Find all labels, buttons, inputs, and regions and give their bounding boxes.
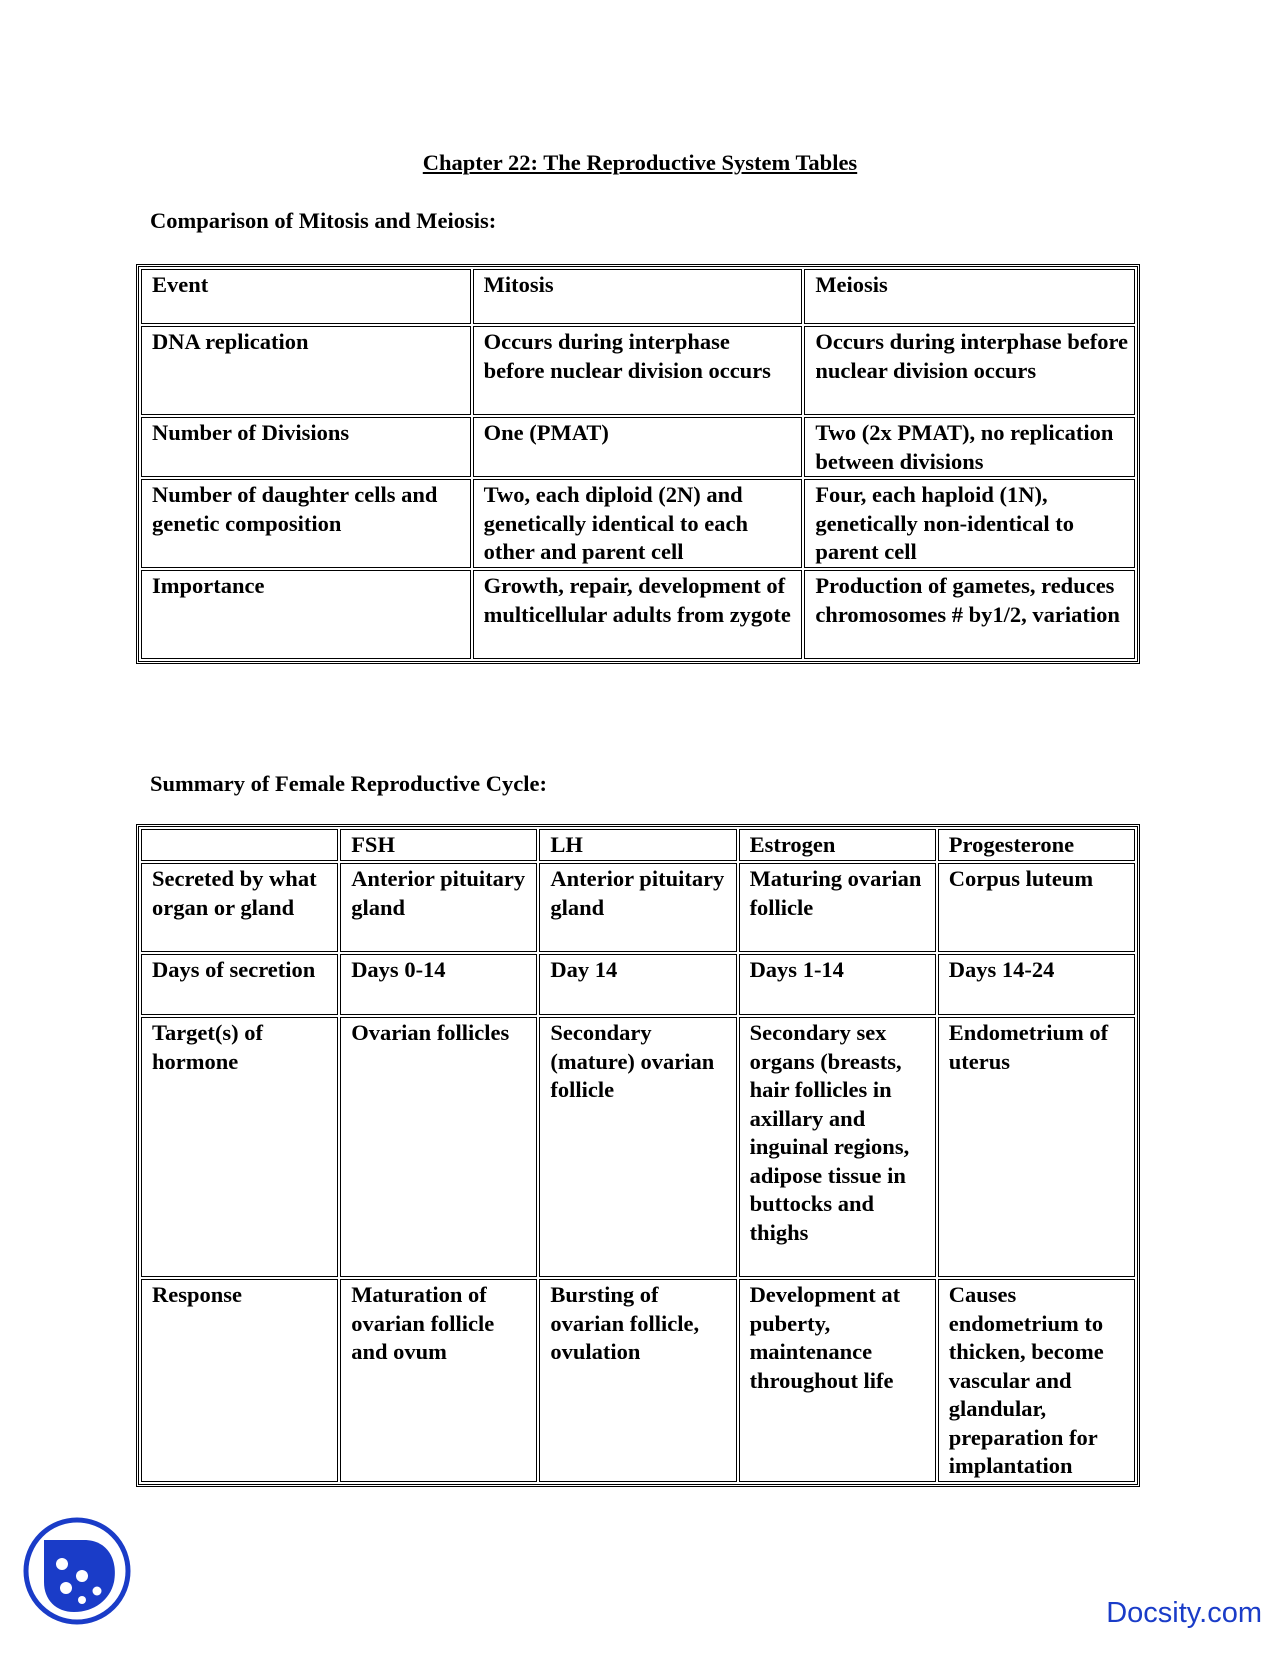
table-cell: Days 0-14 bbox=[340, 954, 537, 1015]
table-cell: Anterior pituitary gland bbox=[539, 863, 736, 952]
table-cell: Maturation of ovarian follicle and ovum bbox=[340, 1279, 537, 1482]
table-cell: Secondary (mature) ovarian follicle bbox=[539, 1017, 736, 1277]
table-row bbox=[141, 863, 1135, 952]
table-cell: Number of Divisions bbox=[141, 417, 471, 477]
table-cell: Number of daughter cells and genetic composition bbox=[141, 479, 471, 568]
table-header-row bbox=[141, 269, 1135, 324]
table-cell: Secreted by what organ or gland bbox=[141, 863, 338, 952]
header-cell: LH bbox=[539, 829, 736, 861]
table-cell: Days 1-14 bbox=[739, 954, 936, 1015]
table-cell: Endometrium of uterus bbox=[938, 1017, 1135, 1277]
mitosis-meiosis-heading: Comparison of Mitosis and Meiosis: bbox=[150, 208, 497, 233]
table-cell: Ovarian follicles bbox=[340, 1017, 537, 1277]
page-title: Chapter 22: The Reproductive System Tables bbox=[422, 150, 858, 175]
docsity-brand-link[interactable]: Docsity.com bbox=[1106, 1597, 1262, 1629]
table-cell: Two (2x PMAT), no replication between divisions bbox=[804, 417, 1135, 477]
table-cell: Causes endometrium to thicken, become vascular and glandular, preparation for implantation bbox=[938, 1279, 1135, 1482]
table-cell: One (PMAT) bbox=[473, 417, 803, 477]
table-row bbox=[141, 954, 1135, 1015]
header-cell: Estrogen bbox=[739, 829, 936, 861]
female-cycle-table bbox=[136, 824, 1140, 1487]
docsity-logo-icon[interactable] bbox=[22, 1516, 132, 1626]
table-cell: DNA replication bbox=[141, 326, 471, 415]
header-cell: Event bbox=[141, 269, 471, 324]
table-cell: Days 14-24 bbox=[938, 954, 1135, 1015]
table-row bbox=[141, 417, 1135, 477]
table-cell: Days of secretion bbox=[141, 954, 338, 1015]
table-cell: Day 14 bbox=[539, 954, 736, 1015]
table-cell: Response bbox=[141, 1279, 338, 1482]
table-cell: Secondary sex organs (breasts, hair follicles in axillary and inguinal regions, adipose tissue in buttocks and thighs bbox=[739, 1017, 936, 1277]
table-cell: Growth, repair, development of multicellular adults from zygote bbox=[473, 570, 803, 659]
table-cell: Production of gametes, reduces chromosomes # by1/2, variation bbox=[804, 570, 1135, 659]
table-cell: Corpus luteum bbox=[938, 863, 1135, 952]
table-cell: Bursting of ovarian follicle, ovulation bbox=[539, 1279, 736, 1482]
table-row bbox=[141, 326, 1135, 415]
header-cell bbox=[141, 829, 338, 861]
header-cell: Progesterone bbox=[938, 829, 1135, 861]
table-cell: Four, each haploid (1N), genetically non-identical to parent cell bbox=[804, 479, 1135, 568]
table-cell: Maturing ovarian follicle bbox=[739, 863, 936, 952]
table-row bbox=[141, 1279, 1135, 1482]
table-cell: Target(s) of hormone bbox=[141, 1017, 338, 1277]
table-cell: Occurs during interphase before nuclear division occurs bbox=[473, 326, 803, 415]
header-cell: Meiosis bbox=[804, 269, 1135, 324]
table-cell: Occurs during interphase before nuclear division occurs bbox=[804, 326, 1135, 415]
female-cycle-heading: Summary of Female Reproductive Cycle: bbox=[150, 771, 547, 796]
table-header-row bbox=[141, 829, 1135, 861]
header-cell: Mitosis bbox=[473, 269, 803, 324]
header-cell: FSH bbox=[340, 829, 537, 861]
mitosis-meiosis-table bbox=[136, 264, 1140, 664]
table-cell: Anterior pituitary gland bbox=[340, 863, 537, 952]
table-cell: Development at puberty, maintenance throughout life bbox=[739, 1279, 936, 1482]
table-row bbox=[141, 479, 1135, 568]
table-row bbox=[141, 570, 1135, 659]
table-row bbox=[141, 1017, 1135, 1277]
table-cell: Importance bbox=[141, 570, 471, 659]
table-cell: Two, each diploid (2N) and genetically identical to each other and parent cell bbox=[473, 479, 803, 568]
